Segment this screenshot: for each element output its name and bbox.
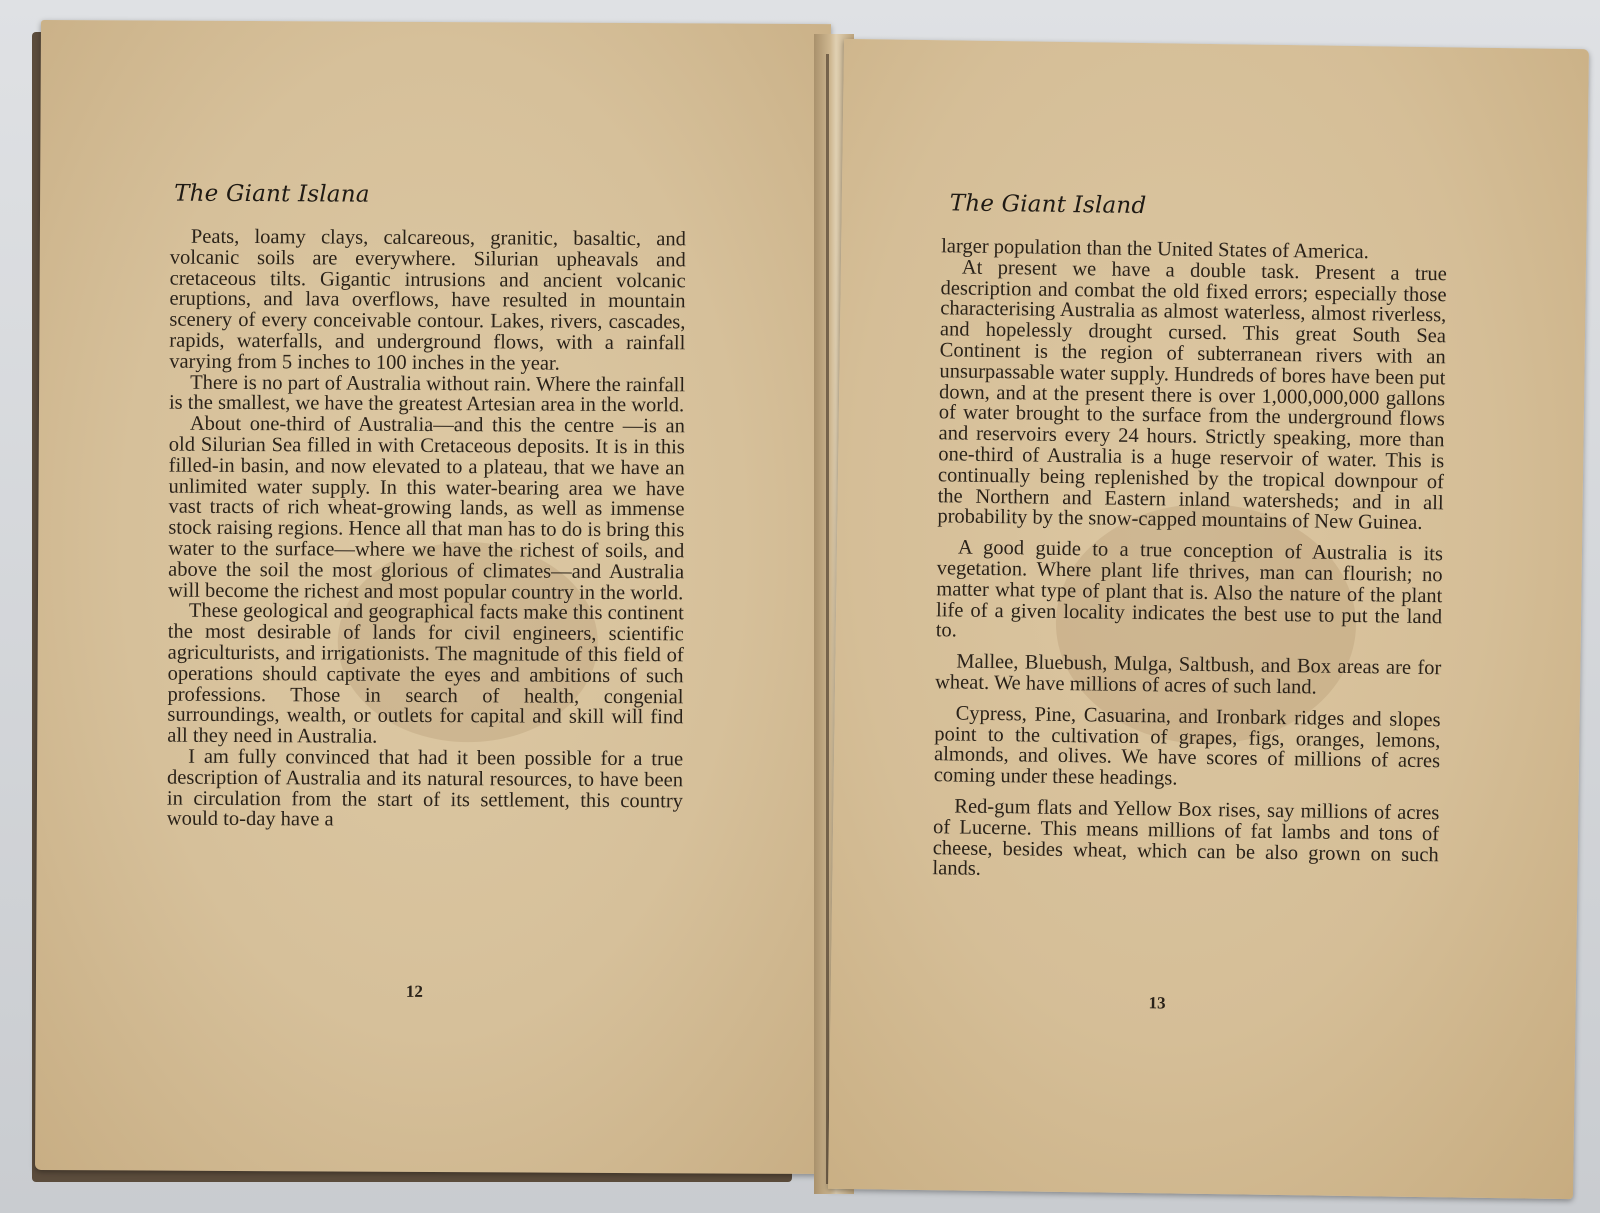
- left-paragraph-2: There is no part of Australia without rain. Where the rainfall is the smallest, we have the greatest Artesian area in the world.: [168, 371, 686, 417]
- right-paragraph-4: Mallee, Bluebush, Mulga, Saltbush, and Box areas are for wheat. We have millions of acres of such land.: [934, 650, 1442, 699]
- right-page-number: 13: [1148, 993, 1166, 1013]
- left-paragraph-1: Peats, loamy clays, calcareous, granitic, basaltic, and volcanic soils are everywhere. Silurian upheavals and cretaceous tilts. Gigantic intrusions and ancient volcanic eruptions, and lava overflows, have resulted in mountain scenery of every conceivable contour. Lakes, rivers, cascades, rapids, waterfalls, and underground flows, with a rainfall varying from 5 inches to 100 inches in the year.: [169, 225, 686, 375]
- spine-crack: [826, 54, 829, 1184]
- right-paragraph-3: A good guide to a true conception of Australia is its vegetation. Where plant life thrives, man can flourish; no matter what type of plant that is. Also the nature of the plant life of a given locality indicates the best use to put the land to.: [935, 536, 1444, 642]
- left-paragraph-3: About one-third of Australia—and this the centre —is an old Silurian Sea filled in with Cretaceous deposits. It is in this filled-in basin, and now elevated to a plateau, that we have an unlimited water supply. In this water-bearing area we have vast tracts of rich wheat-growing lands, as well as immense stock raising regions. Hence all that man has to do is bring this water to the surface—where we have the richest of soils, and above the soil the most glorious of climates—and Australia will become the richest and most popular country in the world.: [167, 412, 685, 604]
- open-book: [14, 14, 1586, 1194]
- right-paragraph-1: larger population than the United States of America.: [941, 235, 1370, 264]
- left-page-number: 12: [405, 981, 423, 1001]
- right-running-head: The Giant Island: [949, 190, 1147, 220]
- left-page-text: [167, 227, 686, 833]
- left-paragraph-4: These geological and geographical facts make this continent the most desirable of lands for civil engineers, scientific agriculturists, and irrigationists. The magnitude of this field of operations should captivate the eyes and ambitions of such professions. Those in search of health, congenial surroundings, wealth, or outlets for capital and skill will find all they need in Australia.: [167, 600, 684, 748]
- right-page: [828, 39, 1589, 1199]
- right-paragraph-6: Red-gum flats and Yellow Box rises, say millions of acres of Lucerne. This means millions of fat lambs and tons of cheese, besides wheat, which can be also grown on such lands.: [932, 795, 1440, 881]
- right-paragraph-5: Cypress, Pine, Casuarina, and Ironbark ridges and slopes point to the cultivation of grapes, figs, oranges, lemons, almonds, and olives. We have scores of millions of acres coming under these headings.: [933, 702, 1441, 790]
- right-paragraph-2: At present we have a double task. Present a true description and combat the old fixed errors; especially those characterising Australia as almost waterless, almost riverless, and hopelessly drought cursed. This great South Sea Continent is the region of subterranean rivers with an unsurpassable water supply. Hundreds of bores have been put down, and at the present there is over 1,000,000,000 gallons of water brought to the surface from the underground flows and reservoirs every 24 hours. Strictly speaking, more than one-third of Australia is a huge reservoir of water. This is continually being replenished by the tropical downpour of the Northern and Eastern inland watersheds; and in all probability by the snow-capped mountains of New Guinea.: [937, 256, 1447, 535]
- left-paragraph-5: I am fully convinced that had it been possible for a true description of Australia and its natural resources, to have been in circulation from the start of its settlement, this country would to-day have a: [166, 745, 684, 831]
- left-running-head: The Giant Islana: [174, 180, 370, 208]
- left-page: [35, 20, 831, 1174]
- right-page-text: [932, 236, 1447, 886]
